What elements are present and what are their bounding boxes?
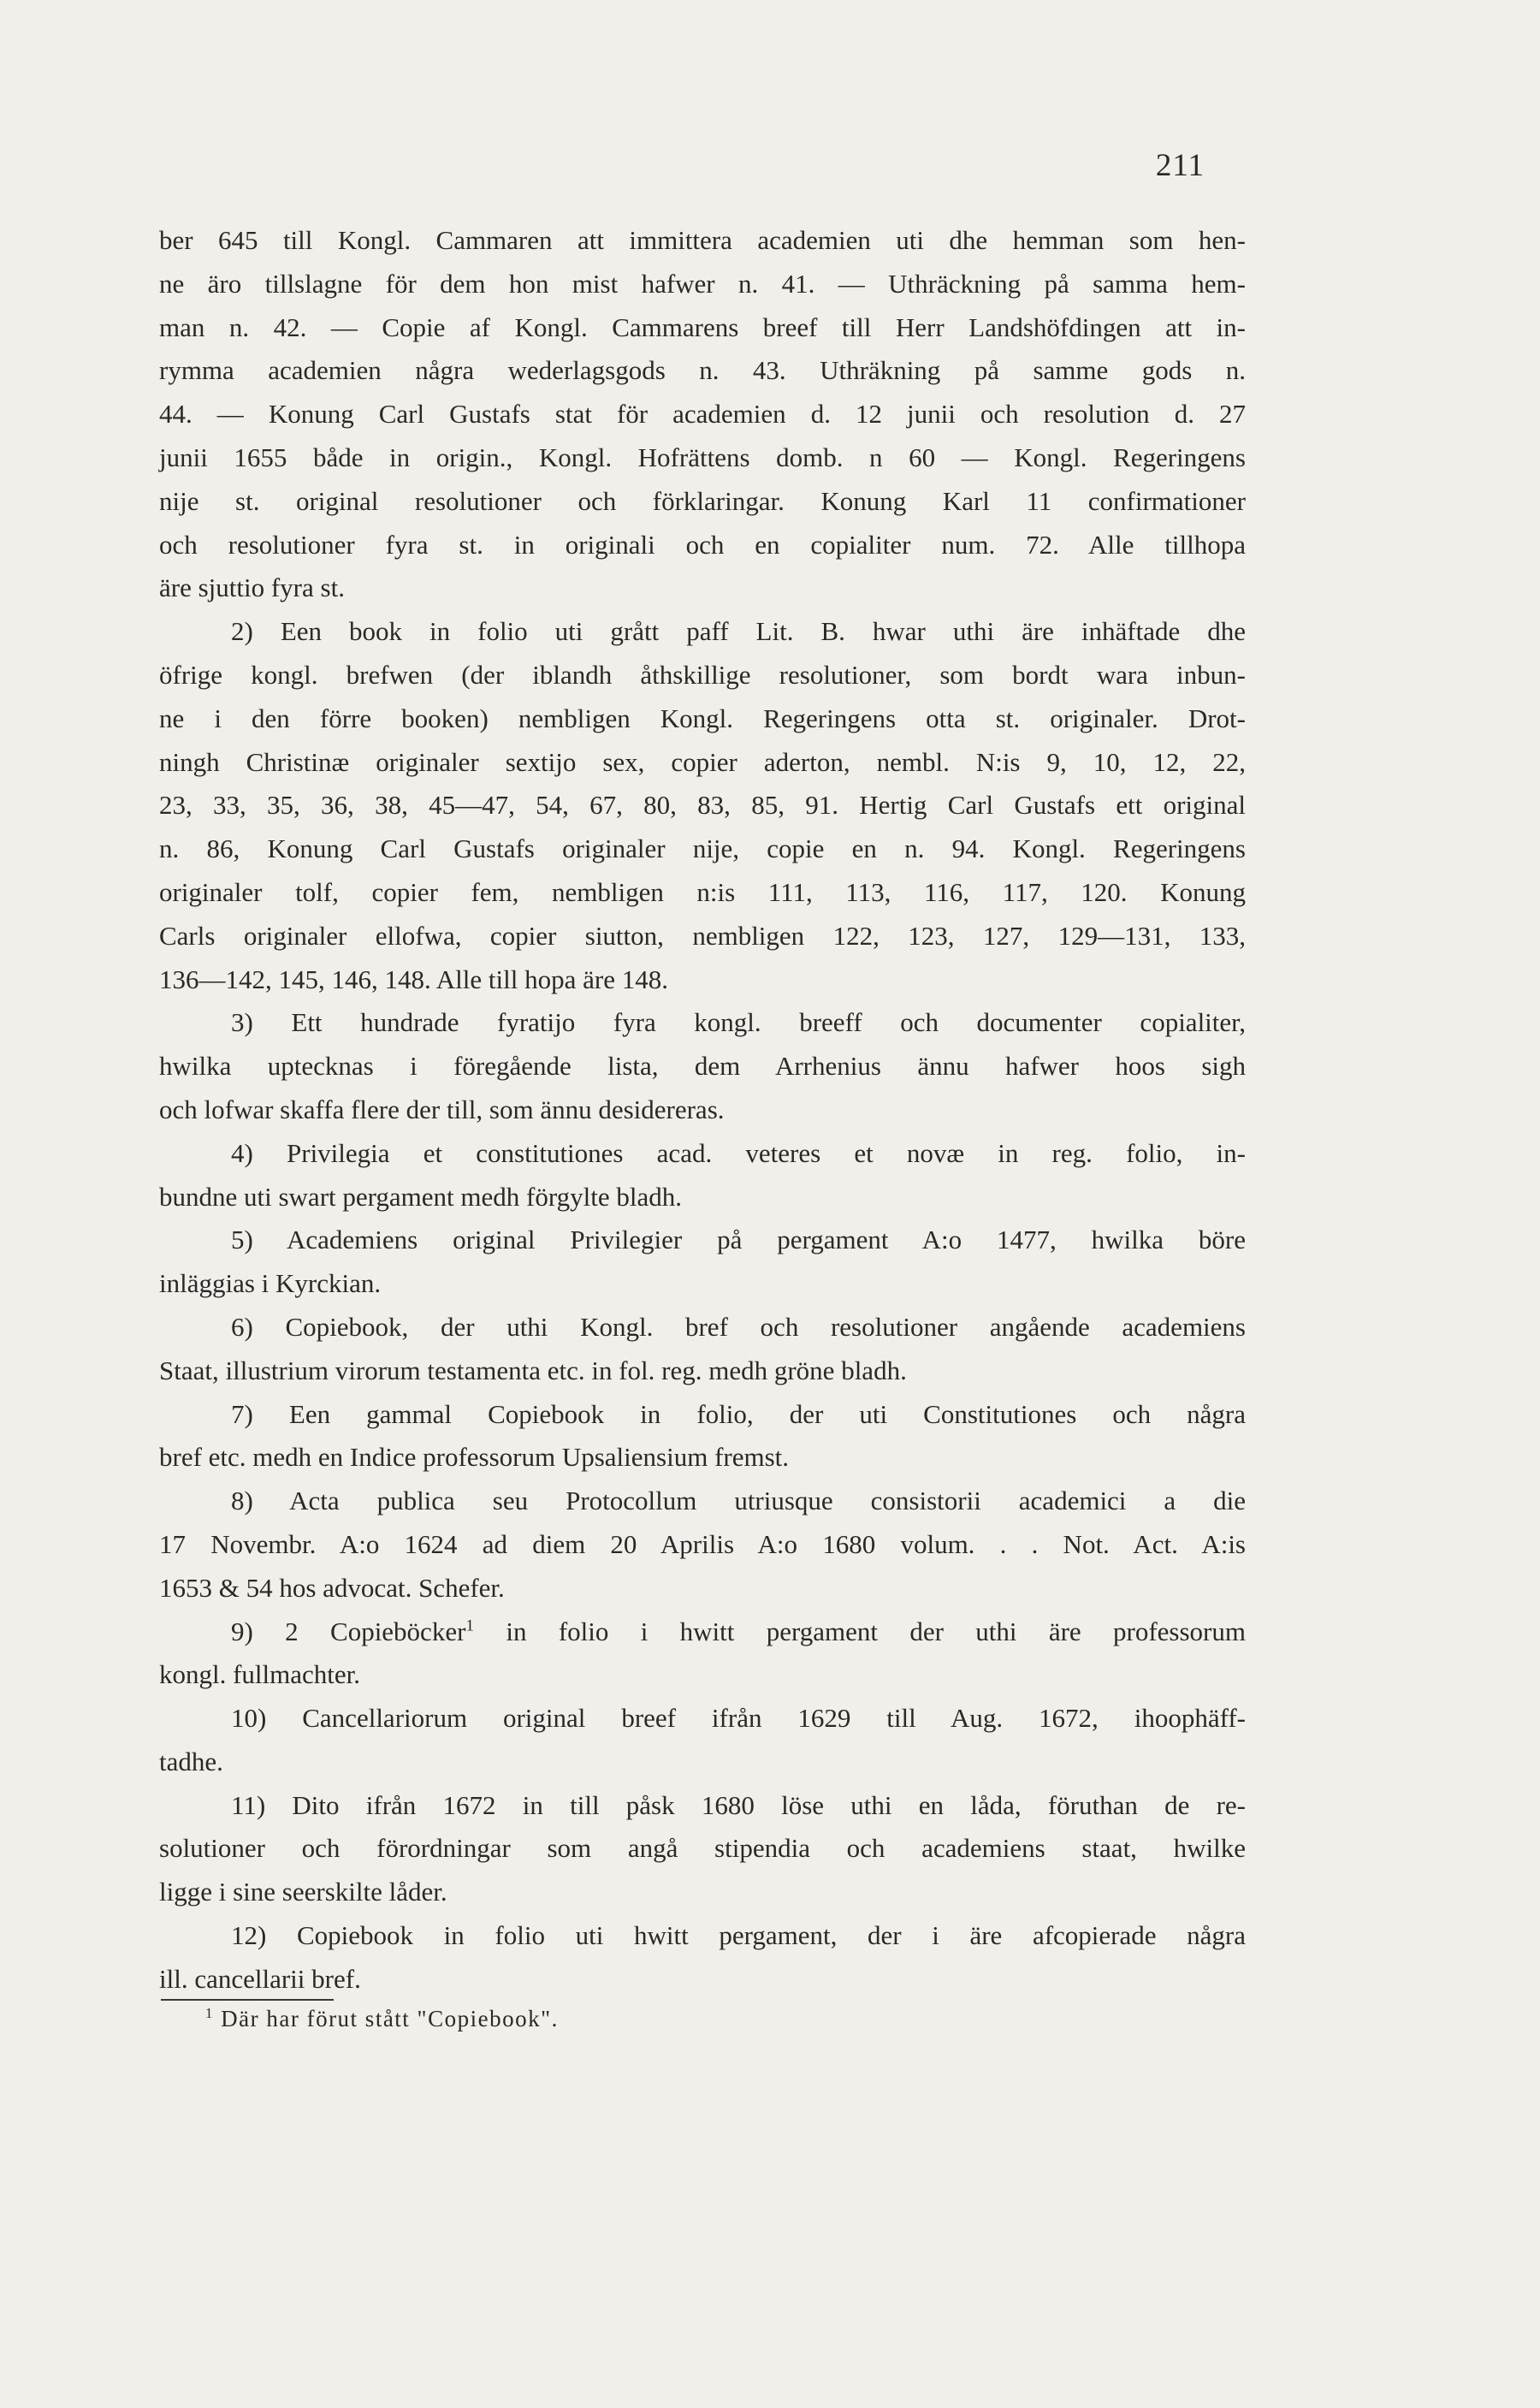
text-line: ne i den förre booken) nembligen Kongl. Regeringens otta st. originaler. Drot- [159,703,1246,733]
text-line: och resolutioner fyra st. in originali och en copialiter num. 72. Alle tillhopa [159,529,1246,560]
text-line: junii 1655 både in origin., Kongl. Hofrättens domb. n 60 — Kongl. Regeringens [159,442,1246,472]
text-segment: in folio i hwitt pergament der uthi äre professorum [506,1616,1246,1646]
text-line: originaler tolf, copier fem, nembligen n:is 111, 113, 116, 117, 120. Konung [159,876,1246,907]
footnote [205,2006,559,2032]
paragraph-4-start: 4) Privilegia et constitutiones acad. veteres et novæ in reg. folio, in- [231,1137,1246,1168]
footnote-text: Där har förut stått "Copiebook". [221,2006,559,2031]
text-line: nije st. original resolutioner och förklaringar. Konung Karl 11 confirmationer [159,485,1246,516]
text-line: ber 645 till Kongl. Cammaren att immittera academien uti dhe hemman som hen- [159,225,1246,255]
footnote-divider [161,1999,334,2001]
text-line: solutioner och förordningar som angå stipendia och academiens staat, hwilke [159,1833,1246,1864]
text-line: hwilka uptecknas i föregående lista, dem Arrhenius ännu hafwer hoos sigh [159,1051,1246,1082]
text-line: ne äro tillslagne för dem hon mist hafwer n. 41. — Uthräckning på samma hem- [159,268,1246,299]
paragraph-10-start: 10) Cancellariorum original breef ifrån 1629 till Aug. 1672, ihoophäff- [231,1703,1246,1734]
text-line: rymma academien några wederlagsgods n. 43. Uthräkning på samme gods n. [159,355,1246,386]
paragraph-11-start: 11) Dito ifrån 1672 in till påsk 1680 löse uthi en låda, föruthan de re- [231,1789,1246,1820]
text-line: ill. cancellarii bref. [159,1963,361,1994]
text-line: 23, 33, 35, 36, 38, 45—47, 54, 67, 80, 83, 85, 91. Hertig Carl Gustafs ett original [159,790,1246,821]
text-line: ligge i sine seerskilte låder. [159,1877,447,1907]
paragraph-12-start: 12) Copiebook in folio uti hwitt pergament, der i äre afcopierade några [231,1920,1246,1951]
body-text [159,219,1246,2002]
text-line: 1653 & 54 hos advocat. Schefer. [159,1572,505,1603]
text-line: 44. — Konung Carl Gustafs stat för academien d. 12 junii och resolution d. 27 [159,399,1246,430]
paragraph-2-start: 2) Een book in folio uti grått paff Lit. B. hwar uthi äre inhäftade dhe [231,616,1246,647]
text-line: bundne uti swart pergament medh förgylte bladh. [159,1181,682,1212]
text-line: inläggias i Kyrckian. [159,1268,382,1299]
text-line: n. 86, Konung Carl Gustafs originaler nije, copie en n. 94. Kongl. Regeringens [159,833,1246,864]
paragraph-3-start: 3) Ett hundrade fyratijo fyra kongl. breeff och documenter copialiter, [231,1007,1246,1038]
text-line: öfrige kongl. brefwen (der iblandh åthskillige resolutioner, som bordt wara inbun- [159,659,1246,690]
text-line: tadhe. [159,1746,223,1776]
page-number: 211 [1155,148,1205,183]
text-line: ningh Christinæ originaler sextijo sex, copier aderton, nembl. N:is 9, 10, 12, 22, [159,746,1246,777]
text-segment: 9) 2 Copieböcker [231,1616,466,1646]
footnote-reference: 1 [465,1616,475,1635]
paragraph-9-start [159,1610,1246,1654]
text-line: Carls originaler ellofwa, copier siutton, nembligen 122, 123, 127, 129—131, 133, [159,920,1246,951]
paragraph-5-start: 5) Academiens original Privilegier på pergament A:o 1477, hwilka böre [231,1225,1246,1255]
text-line: äre sjuttio fyra st. [159,572,345,603]
text-line: kongl. fullmachter. [159,1659,361,1690]
text-line: bref etc. medh en Indice professorum Upsaliensium fremst. [159,1442,790,1473]
text-line: 136—142, 145, 146, 148. Alle till hopa äre 148. [159,964,668,994]
text-line: 17 Novembr. A:o 1624 ad diem 20 Aprilis A:o 1680 volum. . . Not. Act. A:is [159,1528,1246,1559]
paragraph-6-start: 6) Copiebook, der uthi Kongl. bref och resolutioner angående academiens [231,1311,1246,1342]
text-line: Staat, illustrium virorum testamenta etc. in fol. reg. medh gröne bladh. [159,1355,907,1385]
text-line: man n. 42. — Copie af Kongl. Cammarens breef till Herr Landshöfdingen att in- [159,311,1246,342]
footnote-marker: 1 [205,2005,214,2021]
paragraph-7-start: 7) Een gammal Copiebook in folio, der uti Constitutiones och några [231,1398,1246,1429]
text-line: och lofwar skaffa flere der till, som ännu desidereras. [159,1094,725,1124]
paragraph-8-start: 8) Acta publica seu Protocollum utriusque consistorii academici a die [231,1486,1246,1516]
